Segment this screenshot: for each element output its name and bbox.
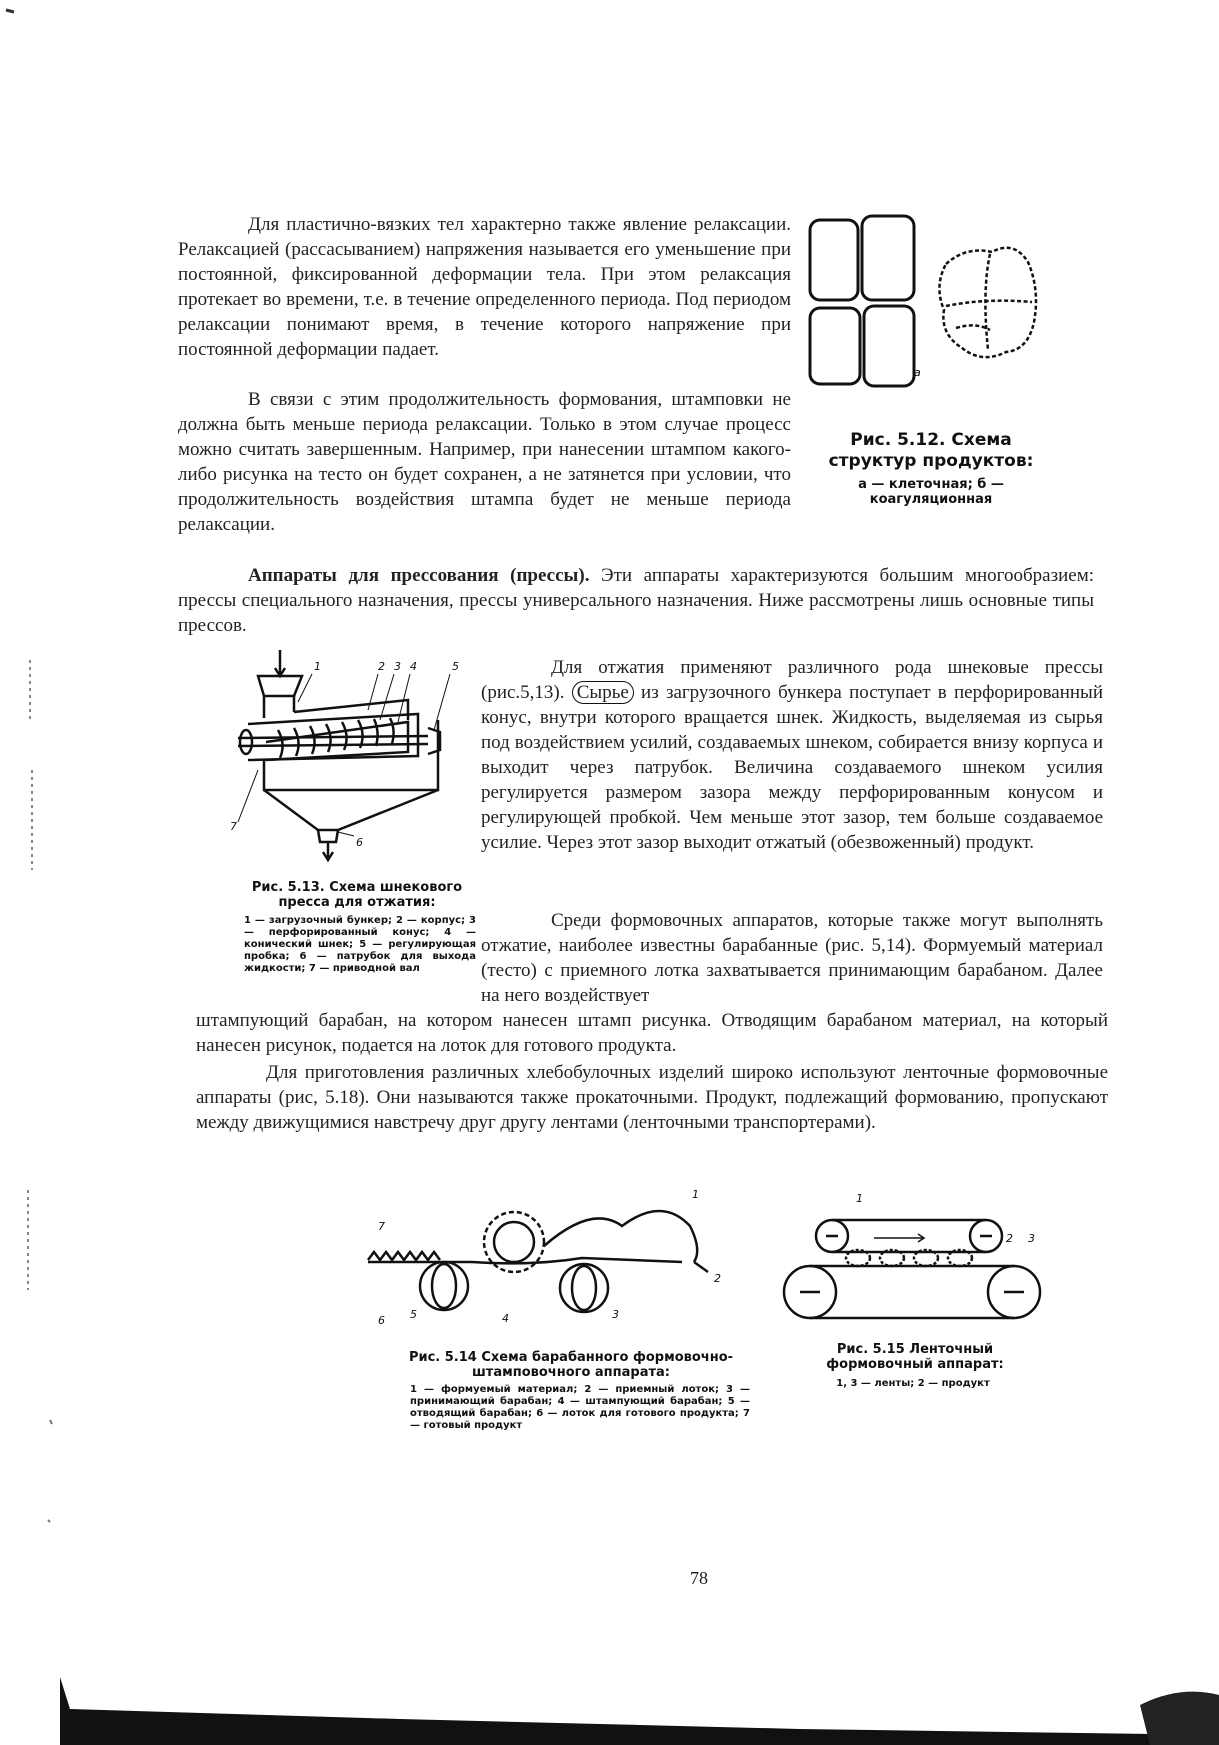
coagulation-structure-drawing — [939, 248, 1036, 357]
figure-5-14-drum-apparatus — [362, 1186, 742, 1326]
fig514-label-7: 7 — [378, 1220, 385, 1233]
figure-5-12-structures — [806, 210, 1042, 390]
fig515-label-3: 3 — [1028, 1232, 1035, 1245]
paragraph-drum-apparatus-a: Среди формовочных аппаратов, которые также могут выполнять отжатие, наиболее известны барабанные (рис. 5,14). Формуемый материал (тесто) с приемного лотка захватывается принимающим барабаном. Далее на него воздействует — [481, 910, 1103, 1006]
figure-5-13-screw-press — [228, 650, 468, 860]
paragraph-presses — [178, 563, 1094, 638]
fig515-caption-legend: 1, 3 — ленты; 2 — продукт — [836, 1378, 990, 1389]
circled-word-raw-material: Сырье — [572, 681, 634, 704]
figure-5-15-belt-apparatus — [774, 1190, 1056, 1330]
scan-bottom-edge — [0, 1665, 1219, 1745]
paragraph-presses-text: Эти аппараты характеризуются большим многообразием: прессы специального назначения, прессы универсального назначения. Ниже рассмотрены лишь основные типы прессов. — [178, 565, 1095, 636]
section-heading-presses: Аппараты для прессования (прессы). — [248, 565, 590, 586]
fig513-label-7: 7 — [230, 820, 237, 833]
paragraph-screw-press-part-a: Для отжатия применяют различного рода шнековые прессы (рис.5,13). — [481, 657, 1103, 703]
fig513-label-1: 1 — [314, 660, 321, 673]
fig513-label-3: 3 — [394, 660, 401, 673]
fig514-caption-title: Рис. 5.14 Схема барабанного формовочно-штамповочного аппарата: — [408, 1350, 734, 1380]
paragraph-stamping-duration: В связи с этим продолжительность формования, штамповки не должна быть меньше периода релаксации. Только в этом случае процесс можно считать завершенным. Например, при нанесении штампом какого-либо рисунка на тесто он будет сохранен, а не затянется при условии, что продолжительность воздействия штампа будет не меньше периода релаксации. — [178, 389, 791, 535]
cellular-structure-drawing — [810, 216, 914, 386]
fig514-label-2: 2 — [714, 1272, 721, 1285]
paragraph-relaxation: Для пластично-вязких тел характерно также явление релаксации. Релаксацией (рассасыванием) напряжения называется его уменьшение при постоянной, фиксированной деформации тела. При этом релаксация протекает во времени, т.е. в течение определенного периода. Под периодом релаксации понимают время, в течение которого напряжение при постоянной деформации падает. — [178, 214, 791, 360]
fig513-label-4: 4 — [410, 660, 417, 673]
page-number: 78 — [690, 1568, 708, 1588]
paragraph-belt-apparatus: Для приготовления различных хлебобулочных изделий широко используют ленточные формовочные аппараты (рис, 5.18). Они называются также прокаточными. Продукт, подлежащий формованию, пропускают между движущимися навстречу друг другу лентами (ленточными транспортерами). — [196, 1062, 1108, 1133]
fig514-label-3: 3 — [612, 1308, 619, 1321]
fig513-label-2: 2 — [378, 660, 385, 673]
fig512-caption-title: Рис. 5.12. Схема структур продуктов: — [828, 430, 1034, 471]
fig513-caption-title: Рис. 5.13. Схема шнекового пресса для отжатия: — [251, 880, 463, 910]
fig513-caption-legend: 1 — загрузочный бункер; 2 — корпус; 3 — перфорированный конус; 4 — конический шнек; 5 — регулирующая пробка; 6 — патрубок для выхода жидкости; 7 — приводной вал — [244, 915, 476, 974]
paragraph-drum-apparatus-b: штампующий барабан, на котором нанесен штамп рисунка. Отводящим барабаном материал, на который нанесен рисунок, подается на лоток для готового продукта. — [196, 1010, 1108, 1056]
fig512-label-a: а — [914, 366, 921, 379]
fig515-caption-title: Рис. 5.15 Ленточный формовочный аппарат: — [826, 1342, 1004, 1372]
scan-margin-marks — [0, 0, 60, 1745]
fig513-label-5: 5 — [452, 660, 459, 673]
fig514-label-1: 1 — [692, 1188, 699, 1201]
fig514-caption-legend: 1 — формуемый материал; 2 — приемный лоток; 3 — принимающий барабан; 4 — штампующий барабан; 5 — отводящий барабан; 6 — лоток для готового продукта; 7 — готовый продукт — [410, 1384, 750, 1431]
paragraph-screw-press — [481, 655, 1103, 855]
fig515-label-2: 2 — [1006, 1232, 1013, 1245]
fig512-caption-legend: а — клеточная; б — коагуляционная — [858, 477, 1004, 507]
fig514-label-6: 6 — [378, 1314, 385, 1327]
fig514-label-5: 5 — [410, 1308, 417, 1321]
fig513-label-6: 6 — [356, 836, 363, 849]
fig515-label-1: 1 — [856, 1192, 863, 1205]
paragraph-screw-press-part-b: из загрузочного бункера поступает в перфорированный конус, внутри которого вращается шнек. Жидкость, выделяемая из сырья под воздействием усилий, создаваемых шнеком, собирается внизу корпуса и выходит через патрубок. Величина создаваемого шнеком усилия регулируется размером зазора между перфорированным конусом и регулирующей пробкой. Чем меньше этот зазор, тем больше создаваемое усилие. Через этот зазор выходит отжатый (обезвоженный) продукт. — [481, 682, 1103, 853]
fig514-label-4: 4 — [502, 1312, 509, 1325]
